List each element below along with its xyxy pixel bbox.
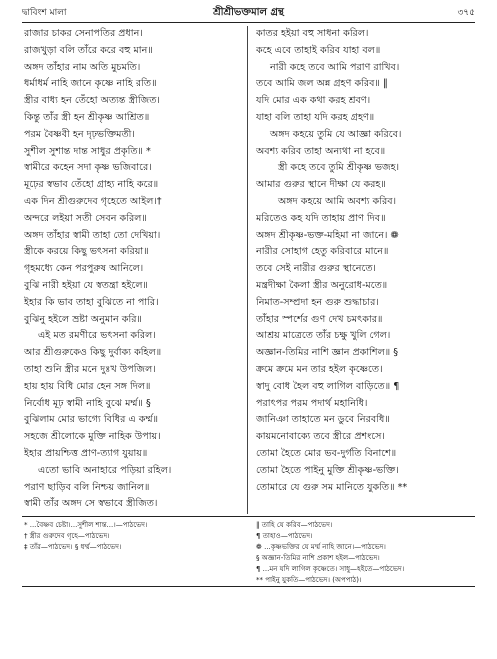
book-title: শ্রীশ্রীভক্তমাল গ্রন্থ — [213, 7, 284, 18]
section-label: দ্বাবিংশ মালা — [22, 8, 67, 18]
verse-line: আশ্রয় মাত্রেতে তাঁর চক্ষু খুলি গেল। — [256, 330, 391, 342]
footnote: ❁ ...কৃষ্ণভক্তির যে মর্ম্ম নাহি জানে।—পাঠভেদ। — [256, 543, 386, 551]
footnote: ‖ তাহি যে করিব—পাঠভেদ। — [256, 521, 333, 529]
verse-line: ধর্মাধর্ম নাহি জানে কৃষ্ণে নাহি রতি॥ — [24, 78, 157, 90]
verse-line: স্ত্রীর বাধ্য হন তেঁহো অত্যন্ত স্ত্রীজিত। — [24, 95, 160, 107]
verse-line: স্বামীরে কহেন সদা কৃষ্ণ ভজিবারে। — [24, 162, 152, 174]
verse-line: তবে আমি জল অন্ন গ্রহণ করিব॥ ‖ — [256, 78, 388, 90]
verse-line: হায় হায় বিধি মোর হেন সঙ্গ দিল॥ — [24, 380, 151, 392]
verse-line: অন্দরে লইয়া সতী সেবন করিল॥ — [24, 212, 147, 224]
verse-line: তবে সেই নারীর গুরুর স্থানেতে। — [256, 263, 376, 275]
footnotes-left — [24, 520, 246, 553]
column-divider — [247, 26, 248, 514]
verse-line: অজ্ঞান-তিমির নাশি জ্ঞান প্রকাশিল॥ § — [256, 347, 399, 359]
verse-line: কায়মনোবাক্যে তবে স্ত্রীরে প্রশংসে। — [256, 431, 385, 443]
verse-line: পরাণ ছাড়িব বলি নিশ্চয় জানিল॥ — [24, 481, 150, 493]
header-rule — [22, 22, 475, 23]
verse-line: সহজে শ্রীলোকে মুক্তি নাহিক উপায়। — [24, 431, 161, 443]
verse-line: স্ত্রীকে করয়ে কিছু ভৎসনা করিয়া॥ — [24, 246, 149, 258]
footnote: § অজ্ঞান-তিমির নাশি প্রকাশ হইল—পাঠভেদ। — [256, 554, 380, 562]
verse-line: পরাৎপর পরম পদার্থ মহানিধি। — [256, 397, 368, 409]
verse-line: ইহার কি ভাব তাহা বুঝিতে না পারি। — [24, 296, 159, 308]
verse-line: তোমা হৈতে পাইনু মুক্তি শ্রীকৃষ্ণ-ভক্তি। — [256, 464, 399, 476]
verse-line: এতো ভাবি অনাহারে পড়িয়া রহিল। — [38, 464, 172, 476]
bottom-rule — [22, 586, 475, 587]
left-verse-column — [24, 26, 246, 514]
verse-line: বুঝি নারী হইয়া যে স্বতন্ত্রা হইলে॥ — [24, 279, 148, 291]
verse-line: তোমা হৈতে মোর ভব-দুর্গতি বিনাশে॥ — [256, 447, 397, 459]
verse-line: নিমাত-সম্প্রদা হন গুরু শুদ্ধাচার। — [256, 296, 379, 308]
footnote: ¶ তাহাও—পাঠভেদ। — [256, 532, 313, 540]
verse-line: স্ত্রী কহে তবে তুমি শ্রীকৃষ্ণ ভজহ। — [278, 162, 400, 174]
verse-line: নির্বোধ মূঢ় স্বামী নাহি বুঝে মর্ম্ম॥ § — [24, 397, 151, 409]
verse-line: মন্ত্রদীক্ষা কৈলা স্ত্রীর অনুরোধ-মতে॥ — [256, 279, 388, 291]
page-number: ৩৭৫ — [457, 8, 475, 18]
verse-line: মূঢ়ের স্বভাব তেঁহো গ্রাহ্য নাহি করে॥ — [24, 179, 159, 191]
verse-line: অঙ্গদ শ্রীকৃষ্ণ-ভক্ত-মহিমা না জানে। ❁ — [256, 229, 399, 241]
verse-line: এই মত রমণীরে ভৎসনা করিল। — [38, 330, 156, 342]
verse-line: মরিতেও কহ যদি তাহায় প্রাণ দিব॥ — [256, 212, 386, 224]
footnote: ¶ ...মন যদি লাগিল কৃষ্ণেতে। সাধু—হইতে—পাঠভেদ। — [256, 565, 405, 573]
verse-line: অঙ্গদ তাঁহার নাম অতি মুচমতি। — [24, 61, 141, 73]
verse-line: তাঁহার স্পর্শের গুণ দেখ চমৎকার॥ — [256, 313, 383, 325]
verse-line: বুঝিনু হইলে ভ্রষ্টা অনুমান করি॥ — [24, 313, 142, 325]
verse-line: যদি মোর এক কথা করহ শ্রবণ। — [256, 95, 371, 107]
verse-line: যাহা বলি তাহা যদি করহ গ্রহণ॥ — [256, 111, 375, 123]
verse-line: গৃহমধ্যে কেন পরপুরুষ আনিলে। — [24, 263, 144, 275]
verse-line: কহে এবে তাহাই করিব যাহা বল॥ — [256, 44, 381, 56]
verse-line: স্বামী তাঁর অঙ্গদ সে স্বভাবে স্ত্রীজিত। — [24, 498, 158, 510]
verse-line: রাজখুড়া বলি তাঁরে করে বহু মান॥ — [24, 44, 153, 56]
verse-line: সুশীল সুশান্ত দান্ত সাধুর প্রকৃতি॥ * — [24, 145, 151, 157]
footnote: † স্ত্রীর গুরুদেব গৃহে—পাঠভেদ। — [24, 532, 110, 540]
right-verse-column — [256, 26, 478, 514]
verse-line: কিন্তু তাঁর স্ত্রী হন শ্রীকৃষ্ণ আশ্রিত॥ — [24, 111, 150, 123]
verse-line: তাহা শুনি স্ত্রীর মনে দুঃখ উপজিল। — [24, 363, 156, 375]
verse-line: অবশ্য করিব তাহা অন্যথা না হবে॥ — [256, 145, 386, 157]
verse-line: অঙ্গদ কহয়ে আমি অবশ্য করিব। — [278, 195, 397, 207]
footnote: ** পাইনু যুকতি—পাঠভেদ। (অপপাঠ)। — [256, 576, 362, 584]
verse-line: তোমারে যে গুরু সম মানিতে যুকতি॥ ** — [256, 481, 408, 493]
verse-line: কাতর হইয়া বহু সাধনা করিল। — [256, 28, 369, 39]
verse-line: অঙ্গদ কহয়ে তুমি যে আজ্ঞা করিবে। — [270, 128, 402, 140]
verse-line: বুঝিলাম মোর ভাগ্যে বিধির এ কর্ম্ম॥ — [24, 414, 159, 426]
verse-line: স্বাদু বোধ হৈল বহু লাগিল বাড়িতে॥ ¶ — [256, 380, 400, 392]
verse-line — [24, 513, 246, 514]
footnote: * ...বৈষ্ণব চেষ্টা।...সুশীল শান্ত...।—পাঠভেদ। — [24, 521, 148, 529]
verse-line: জানিঞা তাহাতে মন ডুবে নিরবধি॥ — [256, 414, 390, 426]
footnote: ‡ তাঁর—পাঠভেদ। § ধর্ম্ম—পাঠভেদ। — [24, 543, 122, 551]
footnotes-right — [256, 520, 478, 586]
verse-line: ইহার প্রায়শ্চিত্ত প্রাণ-ত্যাগ যুয়ায়॥ — [24, 447, 148, 459]
verse-line: নারীর সোহাগ হেতু করিবারে মানে॥ — [256, 246, 389, 258]
page-header — [22, 6, 475, 20]
footnote-rule — [22, 516, 475, 517]
verse-line: অঙ্গদ তাঁহার স্বামী তাহা তো দেখিয়া। — [24, 229, 161, 241]
verse-line: নারী কহে তবে আমি পরাণ রাখিব। — [270, 61, 400, 73]
verse-line: পরম বৈষ্ণবী হন দৃঢ়ভক্তিমতী। — [24, 128, 135, 140]
verse-line: ক্রমে ক্রমে মন তার হইল কৃষ্ণেতে। — [256, 363, 383, 375]
verse-line: আর শ্রীগুরুকেও কিছু দুর্বাক্য কহিল॥ — [24, 347, 162, 359]
verse-line: এক দিন শ্রীগুরুদেব গৃহেতে আইল।† — [24, 195, 162, 207]
verse-line: রাজার চাকর সেনাপতির প্রধান। — [24, 28, 143, 39]
verse-line: আমার গুরুর স্থানে দীক্ষা যে করহ॥ — [256, 179, 386, 191]
